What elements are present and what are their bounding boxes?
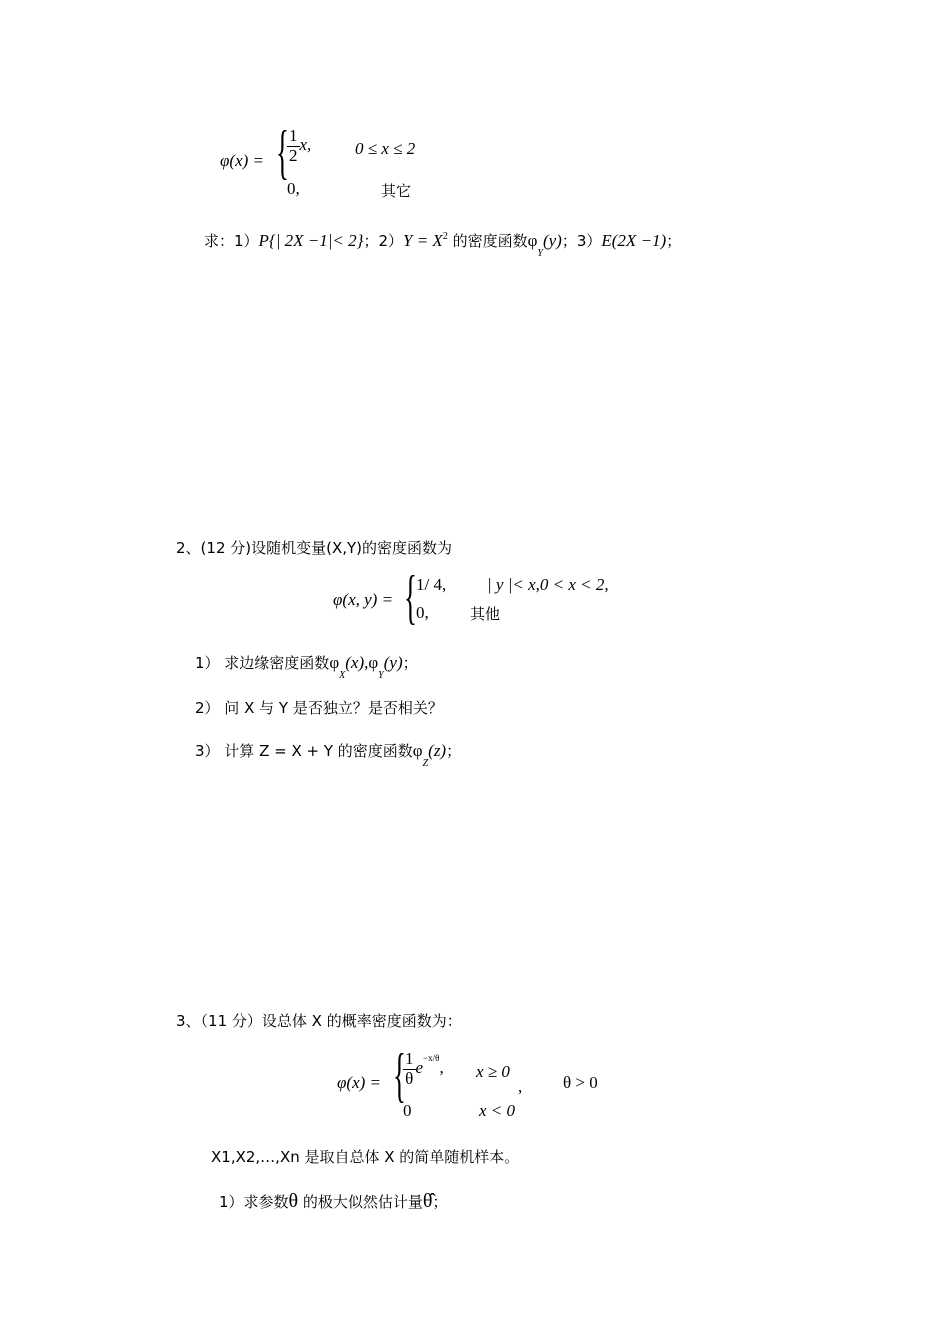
- f3-brace: {: [393, 1042, 406, 1108]
- f3-case2-val: 0: [403, 1101, 412, 1120]
- q3-item1-text: 1）求参数: [219, 1193, 289, 1211]
- q1-part1: P{| 2X −1|< 2}: [258, 231, 364, 250]
- q2-item3-end: ；: [446, 742, 462, 760]
- q1-ask-line: [204, 230, 682, 259]
- q2-item3: [195, 740, 462, 769]
- q2-item1: [195, 652, 418, 681]
- q1-part2-text: 的密度函数: [447, 232, 528, 250]
- f1-case1: $\frac{1}{2}$ x,: [289, 126, 312, 165]
- q1-sep2: ；3）: [561, 232, 602, 250]
- q3-item1-mid: 的极大似然估计量: [298, 1193, 423, 1211]
- f3-tail-comma: ,: [518, 1077, 523, 1096]
- f2-case1-cond: | y |< x,0 < x < 2,: [487, 575, 609, 594]
- q2-phi-y-arg: (y): [383, 653, 403, 672]
- q2-phi-x-arg: (x),: [345, 653, 369, 672]
- q1-part2-sup: 2: [442, 231, 448, 242]
- f2-lhs: φ(x, y) =: [333, 590, 394, 609]
- q2-title: 2、(12 分)设随机变量(X,Y)的密度函数为: [176, 539, 453, 557]
- q2-item1-text: 1） 求边缘密度函数: [195, 654, 330, 672]
- q3-item1: [219, 1190, 448, 1213]
- q2-item1-end: ；: [402, 654, 418, 672]
- q1-sep1: ；2）: [363, 232, 403, 250]
- f1-case2-val: 0,: [287, 179, 300, 198]
- f2-case2-cond: 其他: [470, 605, 501, 623]
- f2-brace: {: [404, 564, 417, 630]
- q2-phi-y-sub: Y: [378, 670, 384, 681]
- q2-phi-z-arg: (z): [428, 741, 447, 760]
- q3-title: 3、（11 分）设总体 X 的概率密度函数为：: [176, 1012, 462, 1030]
- f1-brace: {: [276, 119, 289, 185]
- f3-case2-cond: x < 0: [479, 1101, 516, 1120]
- q2-phi-x: φ: [329, 653, 340, 672]
- q1-phi: φ: [527, 231, 538, 250]
- f1-case2-cond: 其它: [381, 182, 412, 200]
- f3-lhs: φ(x) =: [337, 1073, 381, 1092]
- f2-case2-val: 0,: [416, 603, 429, 622]
- f3-case1-cond: x ≥ 0: [476, 1062, 510, 1081]
- q1-part2: Y = X: [403, 231, 443, 250]
- f1-lhs: φ(x) =: [220, 151, 264, 170]
- q2-item2: 2） 问 X 与 Y 是否独立？是否相关？: [195, 699, 443, 717]
- q1-prefix: 求：1）: [204, 232, 259, 250]
- q1-end: ；: [666, 232, 682, 250]
- q3-item1-end: ；: [432, 1193, 448, 1211]
- f2-case1-val: 1/ 4,: [416, 575, 447, 594]
- f1-case1-cond: 0 ≤ x ≤ 2: [355, 139, 416, 158]
- q3-theta: θ: [288, 1190, 299, 1212]
- f3-theta-cond: θ > 0: [563, 1073, 598, 1092]
- q3-sample: X1,X2,…,Xn 是取自总体 X 的简单随机样本。: [211, 1148, 520, 1166]
- q2-phi-z-sub: Z: [422, 758, 429, 769]
- q2-phi-z: φ: [412, 741, 423, 760]
- f3-case1: $\frac{1}{\theta}$ $e^{-x/\theta}$,: [405, 1049, 444, 1088]
- q2-item3-text: 3） 计算 Z = X + Y 的密度函数: [195, 742, 413, 760]
- q1-phi-sub: Y: [537, 248, 543, 259]
- q1-phi-arg: (y): [542, 231, 562, 250]
- q2-phi-y: φ: [368, 653, 379, 672]
- q2-phi-x-sub: X: [339, 670, 346, 681]
- q1-part3: E(2X −1): [601, 231, 667, 250]
- q3-theta-hat: θ̂: [422, 1190, 433, 1212]
